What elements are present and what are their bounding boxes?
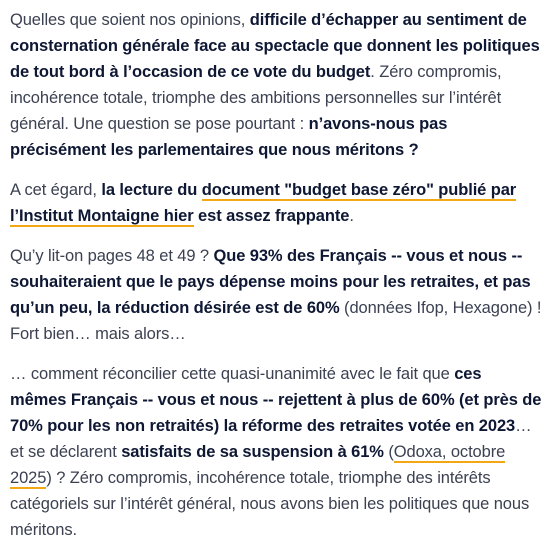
text-run: (données Ifop, Hexagone) ! Fort bien… mais alors… — [10, 299, 542, 343]
text-run: Quelles que soient nos opinions, — [10, 11, 250, 29]
paragraph-pages-48-49 — [10, 243, 542, 347]
link-budget-base-zero-document[interactable]: document "budget base zéro" publié par l’Institut Montaigne hier — [10, 181, 517, 225]
link-odoxa-octobre-2025[interactable]: Odoxa, octobre 2025 — [10, 443, 506, 487]
text-run: ) ? Zéro compromis, incohérence totale, triomphe des intérêts catégoriels sur l’intérêt général, nous avons bien les politiques que nous méritons. — [10, 469, 530, 539]
bold-text: est assez frappante — [193, 207, 350, 225]
text-run: … et se déclarent — [10, 417, 532, 461]
bold-text: ces mêmes Français -- vous et nous -- rejettent à plus de 60% (et près de 70% pour les non retraités) la réforme des retraites votée en 2023 — [10, 365, 542, 435]
paragraph-consternation — [10, 7, 542, 163]
bold-text: la lecture du — [101, 181, 202, 199]
text-run: . Zéro compromis, incohérence totale, triomphe des ambitions personnelles sur l’intérêt général. Une question se pose pourtant : — [10, 63, 502, 133]
bold-text: satisfaits de sa suspension à 61% — [121, 443, 384, 461]
bold-text: n’avons-nous pas précisément les parlementaires que nous méritons ? — [10, 115, 448, 159]
bold-text: Que 93% des Français -- vous et nous -- souhaiteraient que le pays dépense moins pour les retraites, et pas qu’un peu, la réduction désirée est de 60% — [10, 247, 531, 317]
bold-text: difficile d’échapper au sentiment de consternation générale face au spectacle que donnent les politiques de tout bord à l’occasion de ce vote du budget — [10, 11, 540, 81]
paragraph-institut-montaigne — [10, 177, 542, 229]
text-run: Qu’y lit-on pages 48 et 49 ? — [10, 247, 214, 265]
text-run: A cet égard, — [10, 181, 102, 199]
text-run: . — [349, 207, 354, 225]
text-run: … comment réconcilier cette quasi-unanimité avec le fait que — [10, 365, 455, 383]
text-run: ( — [383, 443, 394, 461]
